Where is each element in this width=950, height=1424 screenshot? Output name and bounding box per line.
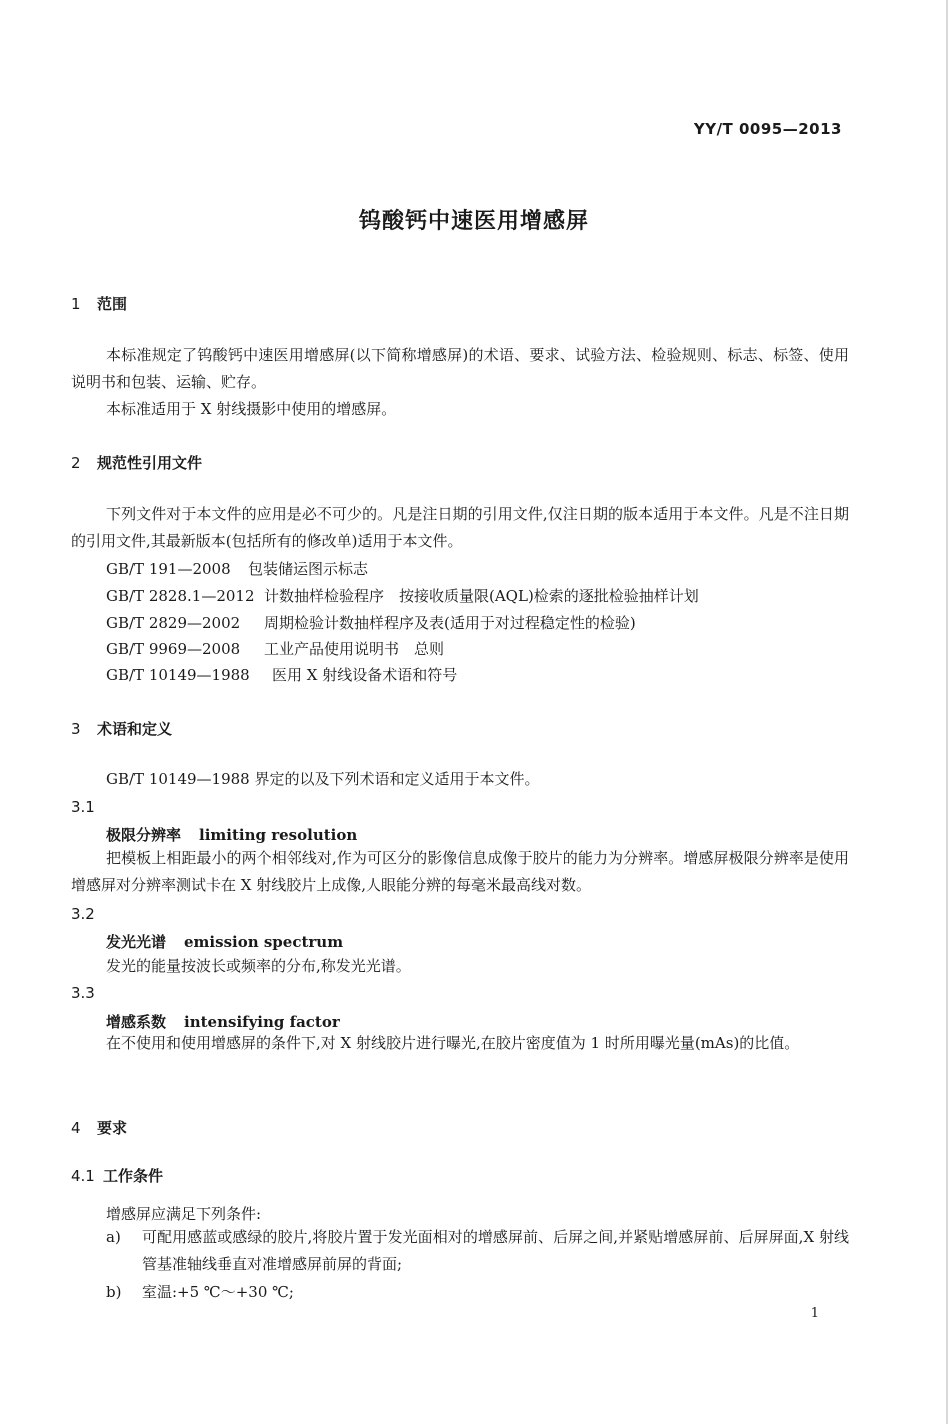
section-number: 4 (71, 1119, 81, 1137)
subsection-number: 4.1 (71, 1167, 95, 1185)
reference-code: GB/T 2828.1—2012 (106, 587, 255, 605)
reference-code: GB/T 2829—2002 (106, 614, 241, 632)
term-heading (106, 931, 343, 952)
term-heading (106, 1011, 340, 1032)
reference-item (106, 558, 368, 579)
reference-code: GB/T 9969—2008 (106, 640, 241, 658)
subsection-4-1-heading (71, 1165, 163, 1186)
list-item-label: b) (106, 1283, 122, 1301)
subsection-title: 工作条件 (103, 1167, 164, 1185)
term-heading (106, 824, 357, 845)
reference-title: 包装储运图示标志 (248, 560, 369, 578)
section-4-heading (71, 1117, 127, 1138)
reference-code: GB/T 10149—1988 (106, 666, 250, 684)
term-zh: 极限分辨率 (106, 826, 182, 844)
section-title: 术语和定义 (97, 720, 173, 738)
working-conditions-intro: 增感屏应满足下列条件: (106, 1205, 262, 1223)
scope-paragraph-2: 本标准适用于 X 射线摄影中使用的增感屏。 (106, 400, 397, 418)
reference-item (106, 638, 444, 659)
list-item-label: a) (106, 1228, 121, 1246)
list-item (106, 1279, 849, 1306)
section-1-heading (71, 293, 127, 314)
term-number: 3.1 (71, 798, 95, 816)
term-en: emission spectrum (184, 933, 344, 951)
reference-item (106, 664, 457, 685)
scope-paragraph-1: 本标准规定了钨酸钙中速医用增感屏(以下简称增感屏)的术语、要求、试验方法、检验规则、标志、标签、使用说明书和包装、运输、贮存。 (71, 346, 849, 391)
term-number: 3.3 (71, 984, 95, 1002)
normative-references-intro: 下列文件对于本文件的应用是必不可少的。凡是注日期的引用文件,仅注日期的版本适用于本文件。凡是不注日期的引用文件,其最新版本(包括所有的修改单)适用于本文件。 (71, 505, 849, 550)
list-item-text: 可配用感蓝或感绿的胶片,将胶片置于发光面相对的增感屏前、后屏之间,并紧贴增感屏前、后屏屏面,X 射线管基准轴线垂直对准增感屏前屏的背面; (142, 1228, 849, 1273)
term-definition: 在不使用和使用增感屏的条件下,对 X 射线胶片进行曝光,在胶片密度值为 1 时所用曝光量(mAs)的比值。 (106, 1034, 800, 1052)
reference-code: GB/T 191—2008 (106, 560, 231, 578)
document-title: 钨酸钙中速医用增感屏 (358, 209, 589, 234)
section-number: 1 (71, 295, 81, 313)
term-zh: 发光光谱 (106, 933, 167, 951)
reference-title: 医用 X 射线设备术语和符号 (272, 666, 458, 684)
reference-title: 计数抽样检验程序 按接收质量限(AQL)检索的逐批检验抽样计划 (264, 587, 699, 605)
standard-code: YY/T 0095—2013 (693, 120, 842, 138)
section-3-heading (71, 718, 172, 739)
term-en: limiting resolution (199, 826, 358, 844)
term-zh: 增感系数 (106, 1013, 167, 1031)
term-en: intensifying factor (184, 1013, 340, 1031)
section-title: 要求 (97, 1119, 128, 1137)
section-title: 规范性引用文件 (97, 454, 203, 472)
reference-title: 周期检验计数抽样程序及表(适用于对过程稳定性的检验) (264, 614, 636, 632)
reference-item (106, 585, 699, 606)
term-definition: 发光的能量按波长或频率的分布,称发光光谱。 (106, 957, 411, 975)
reference-title: 工业产品使用说明书 总则 (264, 640, 445, 658)
page-number: 1 (810, 1306, 819, 1321)
terms-intro: GB/T 10149—1988 界定的以及下列术语和定义适用于本文件。 (106, 770, 540, 788)
section-number: 2 (71, 454, 81, 472)
reference-item (106, 612, 636, 633)
list-item-text: 室温:+5 ℃～+30 ℃; (142, 1283, 294, 1301)
section-number: 3 (71, 720, 81, 738)
section-2-heading (71, 452, 202, 473)
term-definition: 把模板上相距最小的两个相邻线对,作为可区分的影像信息成像于胶片的能力为分辨率。增感屏极限分辨率是使用增感屏对分辨率测试卡在 X 射线胶片上成像,人眼能分辨的每毫米最高线对数。 (71, 849, 849, 894)
list-item (106, 1224, 849, 1278)
section-title: 范围 (97, 295, 128, 313)
term-number: 3.2 (71, 905, 95, 923)
